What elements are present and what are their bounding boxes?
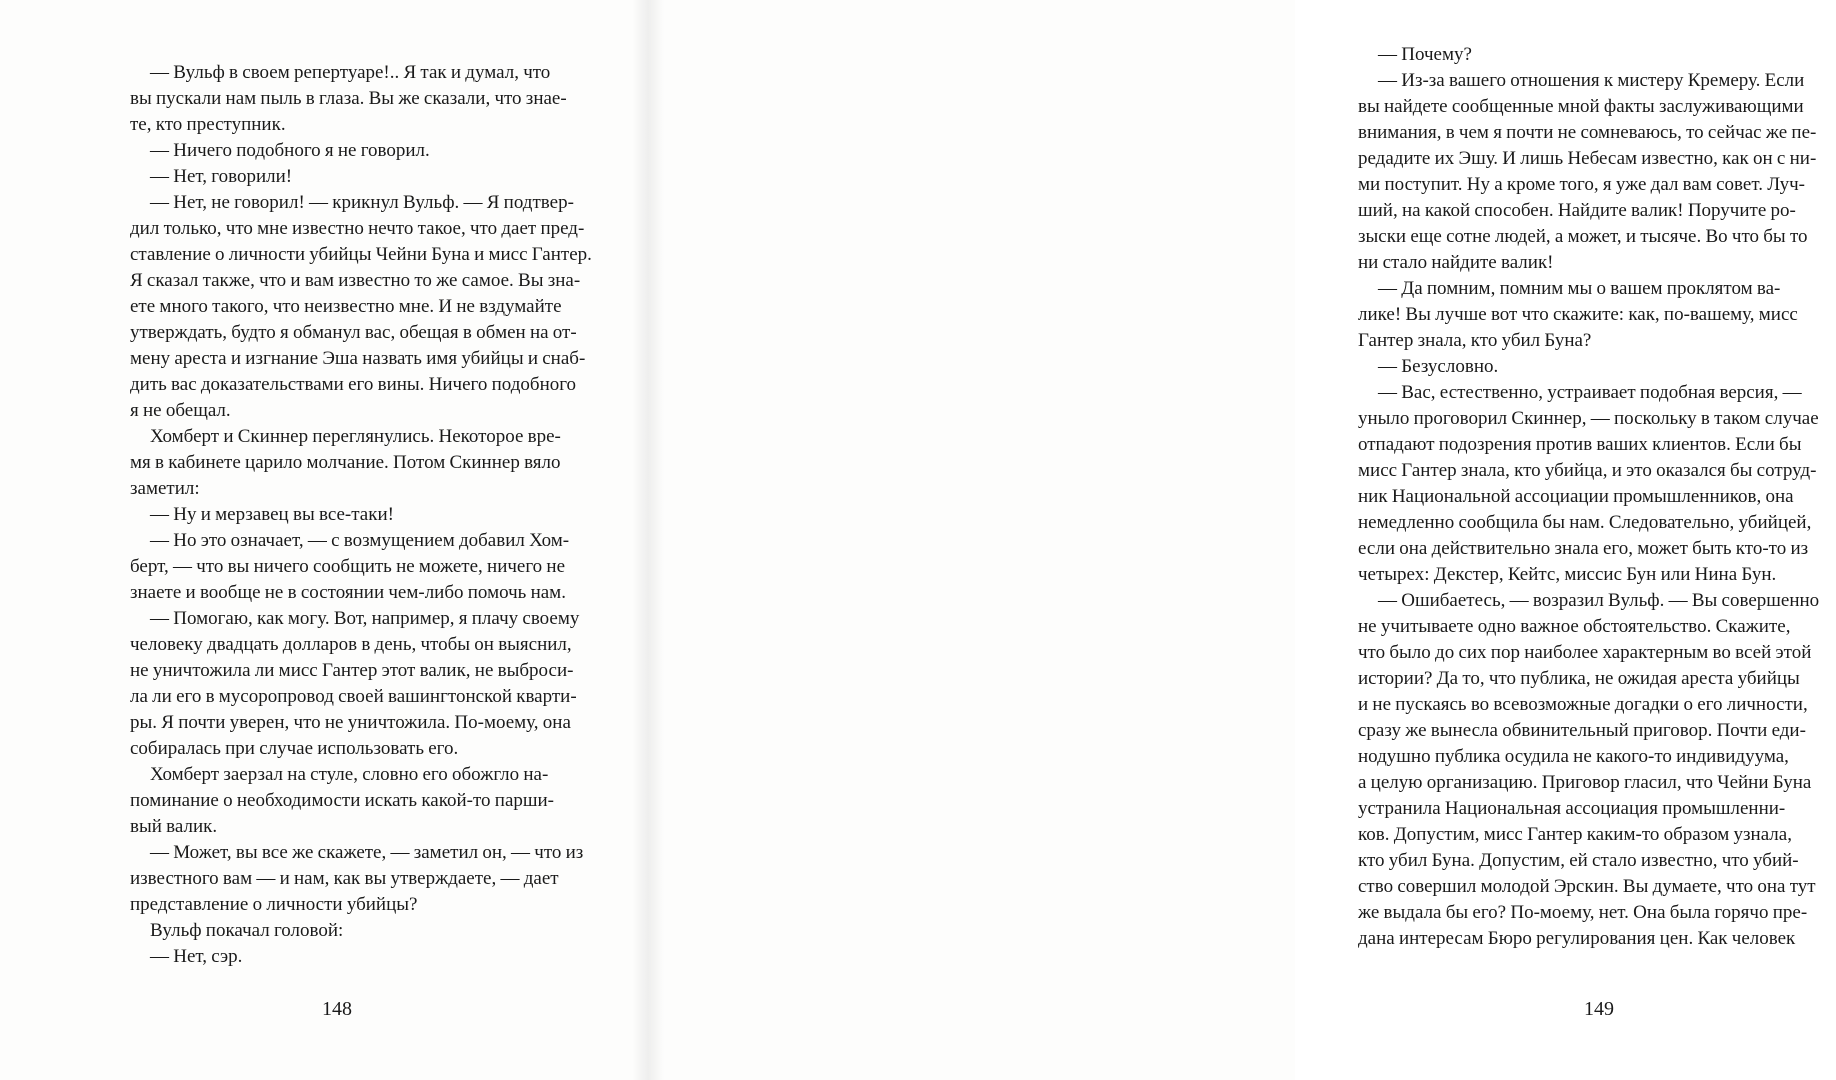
text-line: мя в кабинете царило молчание. Потом Скиннер вяло [130, 452, 561, 473]
text-line: истории? Да то, что публика, не ожидая ареста убийцы [1358, 668, 1800, 689]
text-line: человеку двадцать долларов в день, чтобы он выяснил, [130, 634, 572, 655]
text-line: — Безусловно. [1378, 356, 1499, 377]
text-line: не уничтожила ли мисс Гантер этот валик, не выброси- [130, 660, 574, 681]
right-page-number: 149 [1584, 998, 1614, 1020]
text-line: зыски еще сотне людей, а может, и тысяче. Во что бы то [1358, 226, 1808, 247]
text-line: ков. Допустим, мисс Гантер каким-то образом узнала, [1358, 824, 1792, 845]
right-page-text [1358, 42, 1836, 952]
left-page [0, 0, 648, 1080]
text-line: ни стало найдите валик! [1358, 252, 1554, 273]
text-line: Вульф покачал головой: [150, 920, 344, 941]
text-line: поминание о необходимости искать какой-то парши- [130, 790, 554, 811]
text-line: вый валик. [130, 816, 218, 837]
right-page [648, 0, 1820, 1080]
text-line: лике! Вы лучше вот что скажите: как, по-вашему, мисс [1358, 304, 1798, 325]
text-line: немедленно сообщила бы нам. Следовательно, убийцей, [1358, 512, 1812, 533]
text-line: если она действительно знала его, может быть кто-то из [1358, 538, 1809, 559]
text-line: мисс Гантер знала, кто убийца, и это оказался бы сотруд- [1358, 460, 1817, 481]
text-line: ник Национальной ассоциации промышленников, она [1358, 486, 1794, 507]
text-line: сразу же вынесла обвинительный приговор. Почти еди- [1358, 720, 1806, 741]
text-line: — Нет, сэр. [150, 946, 243, 967]
text-line: ство совершил молодой Эрскин. Вы думаете, что она тут [1358, 876, 1816, 897]
text-line: берт, — что вы ничего сообщить не можете, ничего не [130, 556, 566, 577]
text-line: нодушно публика осудила не какого-то индивидуума, [1358, 746, 1789, 767]
left-page-text [130, 60, 592, 970]
text-line: — Ну и мерзавец вы все-таки! [150, 504, 394, 525]
text-line: ставление о личности убийцы Чейни Буна и мисс Гантер. [130, 244, 592, 265]
text-line: ла ли его в мусоропровод своей вашингтонской кварти- [130, 686, 577, 707]
text-line: — Да помним, помним мы о вашем проклятом ва- [1378, 278, 1781, 299]
text-line: собиралась при случае использовать его. [130, 738, 459, 759]
text-line: не учитываете одно важное обстоятельство. Скажите, [1358, 616, 1791, 637]
text-line: те, кто преступник. [130, 114, 286, 135]
text-line: же выдала бы его? По-моему, нет. Она была горячо пре- [1358, 902, 1808, 923]
text-line: дил только, что мне известно нечто такое, что дает пред- [130, 218, 585, 239]
text-line: Хомберт и Скиннер переглянулись. Некоторое вре- [150, 426, 561, 447]
text-line: — Вас, естественно, устраивает подобная версия, — [1378, 382, 1802, 403]
text-line: утверждать, будто я обманул вас, обещая в обмен на от- [130, 322, 577, 343]
text-line: — Ошибаетесь, — возразил Вульф. — Вы совершенно [1378, 590, 1820, 611]
text-line: уныло проговорил Скиннер, — поскольку в таком случае [1358, 408, 1819, 429]
text-line: известного вам — и нам, как вы утверждаете, — дает [130, 868, 559, 889]
text-line: внимания, в чем я почти не сомневаюсь, то сейчас же пе- [1358, 122, 1817, 143]
text-line: заметил: [130, 478, 200, 499]
text-line: дить вас доказательствами его вины. Ничего подобного [130, 374, 577, 395]
text-line: отпадают подозрения против ваших клиентов. Если бы [1358, 434, 1802, 455]
text-line: что было до сих пор наиболее характерным во всей этой [1358, 642, 1812, 663]
text-line: мену ареста и изгнание Эша назвать имя убийцы и снаб- [130, 348, 586, 369]
text-line: ры. Я почти уверен, что не уничтожила. По-моему, она [130, 712, 571, 733]
text-line: Я сказал также, что и вам известно то же самое. Вы зна- [130, 270, 581, 291]
text-line: — Помогаю, как могу. Вот, например, я плачу своему [150, 608, 580, 629]
text-line: ми поступит. Ну а кроме того, я уже дал вам совет. Луч- [1358, 174, 1806, 195]
text-line: ший, на какой способен. Найдите валик! Поручите ро- [1358, 200, 1796, 221]
text-line: вы пускали нам пыль в глаза. Вы же сказали, что знае- [130, 88, 567, 109]
text-line: а целую организацию. Приговор гласил, что Чейни Буна [1358, 772, 1812, 793]
text-line: — Нет, не говорил! — крикнул Вульф. — Я подтвер- [150, 192, 574, 213]
left-page-number: 148 [322, 998, 352, 1020]
text-line: ете много такого, что неизвестно мне. И не вздумайте [130, 296, 562, 317]
text-line: четырех: Декстер, Кейтс, миссис Бун или Нина Бун. [1358, 564, 1777, 585]
book-gutter [632, 0, 664, 1080]
text-line: — Почему? [1378, 44, 1472, 65]
text-line: я не обещал. [130, 400, 231, 421]
text-line: — Из-за вашего отношения к мистеру Кремеру. Если [1378, 70, 1805, 91]
text-line: — Вульф в своем репертуаре!.. Я так и думал, что [150, 62, 551, 83]
text-line: знаете и вообще не в состоянии чем-либо помочь нам. [130, 582, 566, 603]
text-line: кто убил Буна. Допустим, ей стало известно, что убий- [1358, 850, 1799, 871]
text-line: дана интересам Бюро регулирования цен. Как человек [1358, 928, 1796, 949]
text-line: Хомберт заерзал на стуле, словно его обожгло на- [150, 764, 549, 785]
text-line: — Ничего подобного я не говорил. [150, 140, 430, 161]
text-line: вы найдете сообщенные мной факты заслуживающими [1358, 96, 1804, 117]
text-line: — Может, вы все же скажете, — заметил он, — что из [150, 842, 584, 863]
text-line: устранила Национальная ассоциация промышленни- [1358, 798, 1786, 819]
text-line: представление о личности убийцы? [130, 894, 418, 915]
text-line: — Но это означает, — с возмущением добавил Хом- [150, 530, 570, 551]
text-line: — Нет, говорили! [150, 166, 293, 187]
text-line: редадите их Эшу. И лишь Небесам известно, как он с ни- [1358, 148, 1817, 169]
text-line: Гантер знала, кто убил Буна? [1358, 330, 1592, 351]
text-line: и не пускаясь во всевозможные догадки о его личности, [1358, 694, 1808, 715]
